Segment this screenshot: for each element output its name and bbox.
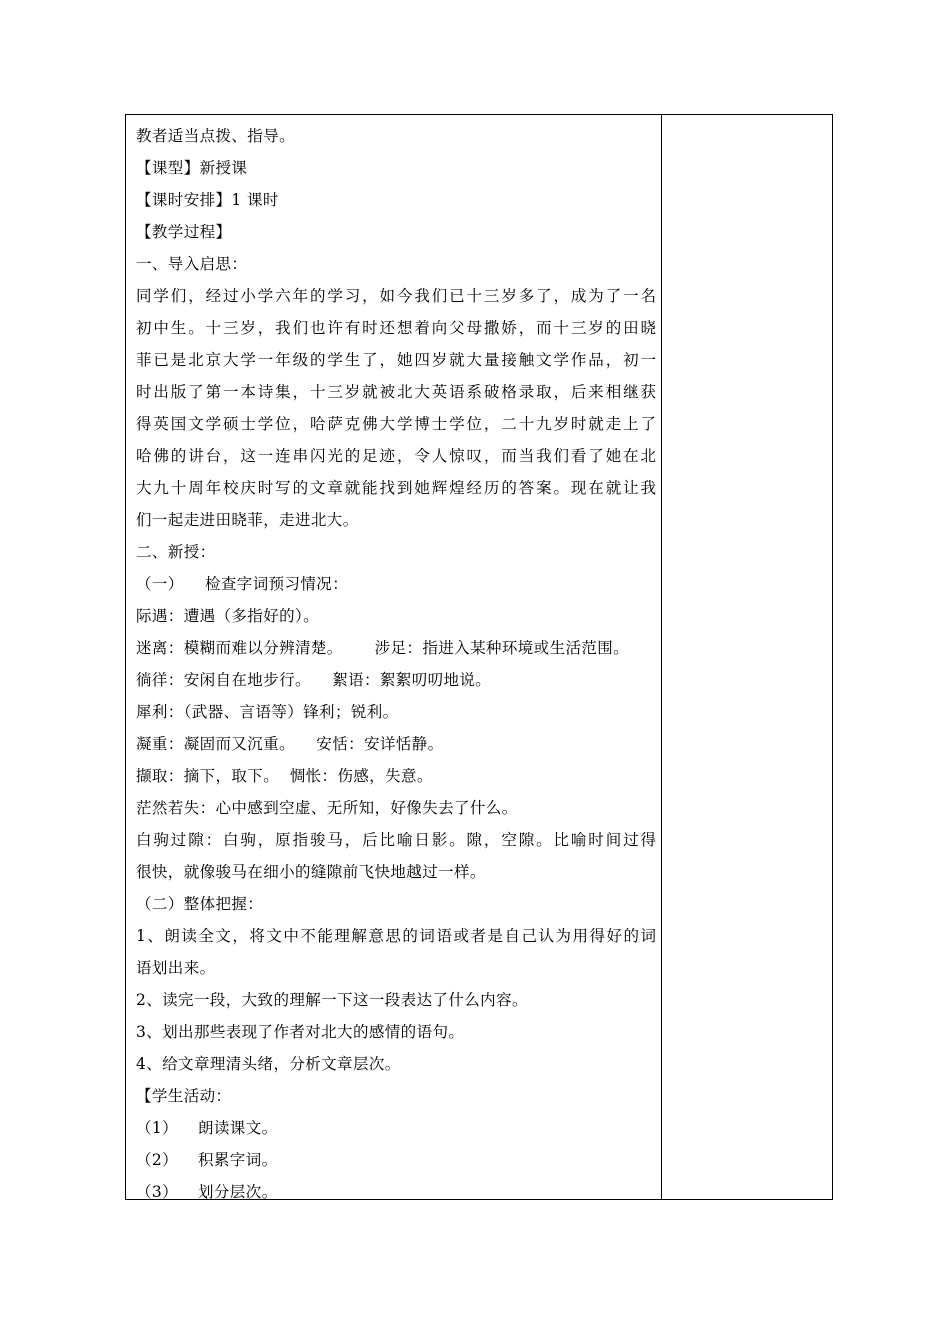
paragraph-line: 时出版了第一本诗集，十三岁就被北大英语系破格录取，后来相继获 xyxy=(136,383,656,401)
task-line: 2、读完一段，大致的理解一下这一段表达了什么内容。 xyxy=(136,991,528,1009)
task-line: 语划出来。 xyxy=(136,959,216,977)
subsection-heading: （二）整体把握： xyxy=(136,895,264,913)
vocab-line: 际遇：遭遇（多指好的）。 xyxy=(136,607,320,625)
section-heading: 【学生活动： xyxy=(136,1087,232,1105)
activity-text: 朗读课文。 xyxy=(198,1119,278,1137)
task-line: 3、划出那些表现了作者对北大的感情的语句。 xyxy=(136,1023,465,1041)
section-heading: 一、导入启思： xyxy=(136,255,248,273)
lesson-table xyxy=(125,114,833,1200)
activity-text: 划分层次。 xyxy=(198,1183,278,1201)
activity-item xyxy=(136,1112,656,1144)
text-line: 教者适当点拨、指导。 xyxy=(136,127,296,145)
section-heading: 二、新授： xyxy=(136,543,216,561)
notes-cell xyxy=(662,115,832,1199)
paragraph-line: 初中生。十三岁，我们也许有时还想着向父母撒娇，而十三岁的田晓 xyxy=(136,319,656,337)
activity-number: （3） xyxy=(136,1183,179,1201)
paragraph-line: 菲已是北京大学一年级的学生了，她四岁就大量接触文学作品，初一 xyxy=(136,351,656,369)
paragraph-line: 大九十周年校庆时写的文章就能找到她辉煌经历的答案。现在就让我 xyxy=(136,479,656,497)
activity-number: （2） xyxy=(136,1151,179,1169)
vocab-line: 白驹过隙：白驹，原指骏马，后比喻日影。隙，空隙。比喻时间过得 xyxy=(136,831,656,849)
activity-item xyxy=(136,1144,656,1176)
lesson-hours: 【课时安排】1 课时 xyxy=(136,191,279,209)
task-line: 4、给文章理清头绪，分析文章层次。 xyxy=(136,1055,401,1073)
task-line: 1、朗读全文，将文中不能理解意思的词语或者是自己认为用得好的词 xyxy=(136,927,656,945)
paragraph-line: 们一起走进田晓菲，走进北大。 xyxy=(136,511,359,529)
vocab-line: 很快，就像骏马在细小的缝隙前飞快地越过一样。 xyxy=(136,863,486,881)
activity-item xyxy=(136,1176,656,1208)
vocab-line: 茫然若失：心中感到空虚、无所知，好像失去了什么。 xyxy=(136,799,518,817)
vocab-line: 撷取：摘下，取下。 惆怅：伤感，失意。 xyxy=(136,767,433,785)
paragraph-line: 得英国文学硕士学位，哈萨克佛大学博士学位，二十九岁时就走上了 xyxy=(136,415,656,433)
paragraph-line: 同学们，经过小学六年的学习，如今我们已十三岁多了，成为了一名 xyxy=(136,287,656,305)
subsection-heading: （一） 检查字词预习情况： xyxy=(136,575,349,593)
section-heading: 【教学过程】 xyxy=(136,223,232,241)
vocab-line: 犀利：（武器、言语等）锋利；锐利。 xyxy=(136,703,399,721)
paragraph-line: 哈佛的讲台，这一连串闪光的足迹，令人惊叹，而当我们看了她在北 xyxy=(136,447,656,465)
activity-text: 积累字词。 xyxy=(198,1151,278,1169)
vocab-line: 凝重：凝固而又沉重。 安恬：安详恬静。 xyxy=(136,735,444,753)
main-content-cell xyxy=(136,120,656,1208)
lesson-type: 【课型】新授课 xyxy=(136,159,248,177)
activity-number: （1） xyxy=(136,1119,179,1137)
vocab-line: 徜徉：安闲自在地步行。 絮语：絮絮叨叨地说。 xyxy=(136,671,492,689)
vocab-line: 迷离：模糊而难以分辨清楚。 涉足：指进入某种环境或生活范围。 xyxy=(136,639,630,657)
